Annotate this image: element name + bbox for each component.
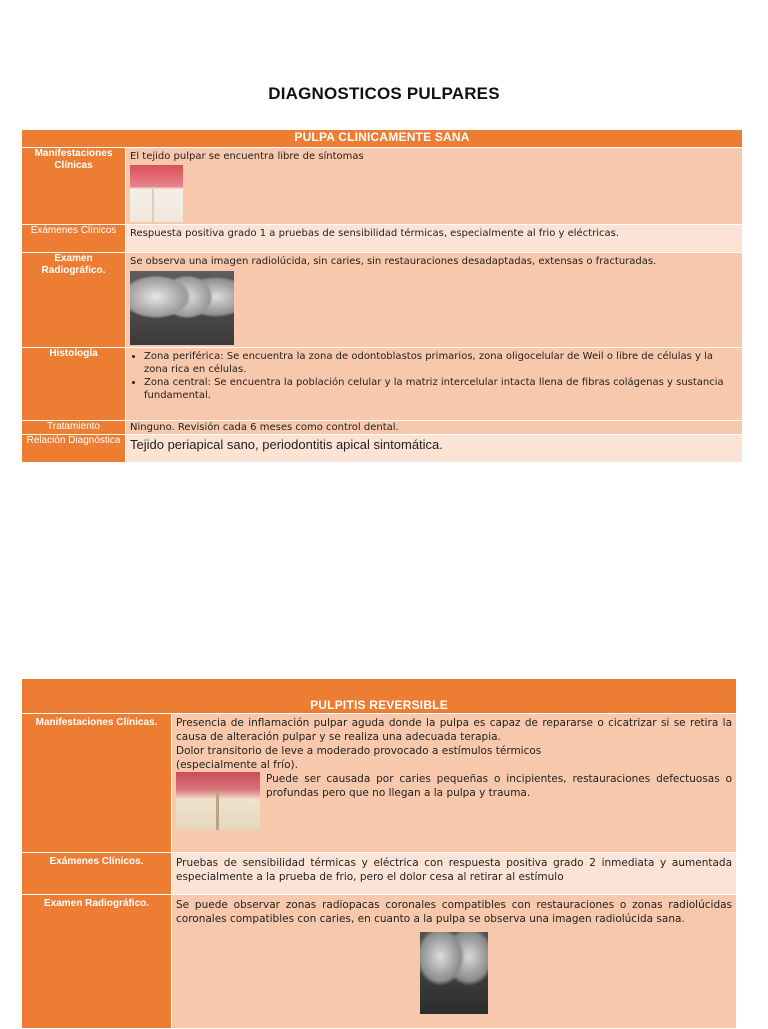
row-label: Manifestaciones Clínicas. bbox=[22, 714, 172, 853]
row-content bbox=[126, 253, 743, 348]
row-text: Se puede observar zonas radiopacas coronales compatibles con restauraciones o zonas radiolúcidas coronales compatibles con caries, en cuanto a la pulpa se observa una imagen radiolúcida sana. bbox=[176, 899, 733, 925]
row-label: Histología bbox=[22, 348, 126, 421]
row-label: Examen Radiográfico. bbox=[22, 253, 126, 348]
xray-image bbox=[420, 932, 488, 1014]
row-text: Tejido periapical sano, periodontitis apical sintomática. bbox=[126, 435, 743, 463]
xray-image bbox=[130, 271, 234, 345]
list-item: • Zona periférica: Se encuentra la zona de odontoblastos primarios, zona oligocelular de Weil o libre de células y la zona rica en células. bbox=[144, 350, 738, 376]
row-text: (especialmente al frío). bbox=[176, 759, 298, 771]
row-text: Presencia de inflamación pulpar aguda donde la pulpa es capaz de repararse o cicatrizar si se retira la causa de alteración pulpar y se realiza una adecuada terapia. bbox=[176, 717, 733, 743]
photo-with-text bbox=[176, 772, 732, 830]
row-text: Ninguno. Revisión cada 6 meses como control dental. bbox=[126, 421, 743, 435]
table-pulpitis-reversible bbox=[21, 678, 737, 1029]
row-text: Se observa una imagen radiolúcida, sin caries, sin restauraciones desadaptadas, extensas o fracturadas. bbox=[130, 256, 657, 267]
tooth-photo bbox=[130, 165, 183, 222]
page-title: DIAGNOSTICOS PULPARES bbox=[268, 84, 500, 103]
histology-list bbox=[130, 350, 738, 402]
table-header: PULPITIS REVERSIBLE bbox=[22, 679, 737, 714]
row-text: El tejido pulpar se encuentra libre de síntomas bbox=[130, 151, 364, 162]
row-text: Puede ser causada por caries pequeñas o incipientes, restauraciones defectuosas o profundas pero que no llegan a la pulpa y trauma. bbox=[266, 773, 733, 799]
row-text: Dolor transitorio de leve a moderado provocado a estímulos térmicos bbox=[176, 745, 542, 757]
row-label: Relación Diagnóstica bbox=[22, 435, 126, 463]
table-pulpa-sana bbox=[21, 129, 743, 463]
row-content bbox=[126, 348, 743, 421]
row-content bbox=[172, 895, 737, 1029]
row-label: Exámenes Clínicos. bbox=[22, 853, 172, 895]
row-label: Tratamiento bbox=[22, 421, 126, 435]
row-content bbox=[172, 714, 737, 853]
row-text: Pruebas de sensibilidad térmicas y eléctrica con respuesta positiva grado 2 inmediata y aumentada especialmente a la prueba de frio, pero el dolor cesa al retirar al estímulo bbox=[172, 853, 737, 895]
row-label: Examen Radiográfico. bbox=[22, 895, 172, 1029]
row-content bbox=[126, 148, 743, 225]
row-label: Exámenes Clínicos bbox=[22, 225, 126, 253]
tooth-photo bbox=[176, 772, 260, 830]
row-text: Respuesta positiva grado 1 a pruebas de sensibilidad térmicas, especialmente al frio y eléctricas. bbox=[126, 225, 743, 253]
row-label: Manifestaciones Clínicas bbox=[22, 148, 126, 225]
table-header: PULPA CLINICAMENTE SANA bbox=[22, 130, 743, 148]
list-item: • Zona central: Se encuentra la población celular y la matriz intercelular intacta llena de fibras colágenas y sustancia fundamental. bbox=[144, 376, 738, 402]
